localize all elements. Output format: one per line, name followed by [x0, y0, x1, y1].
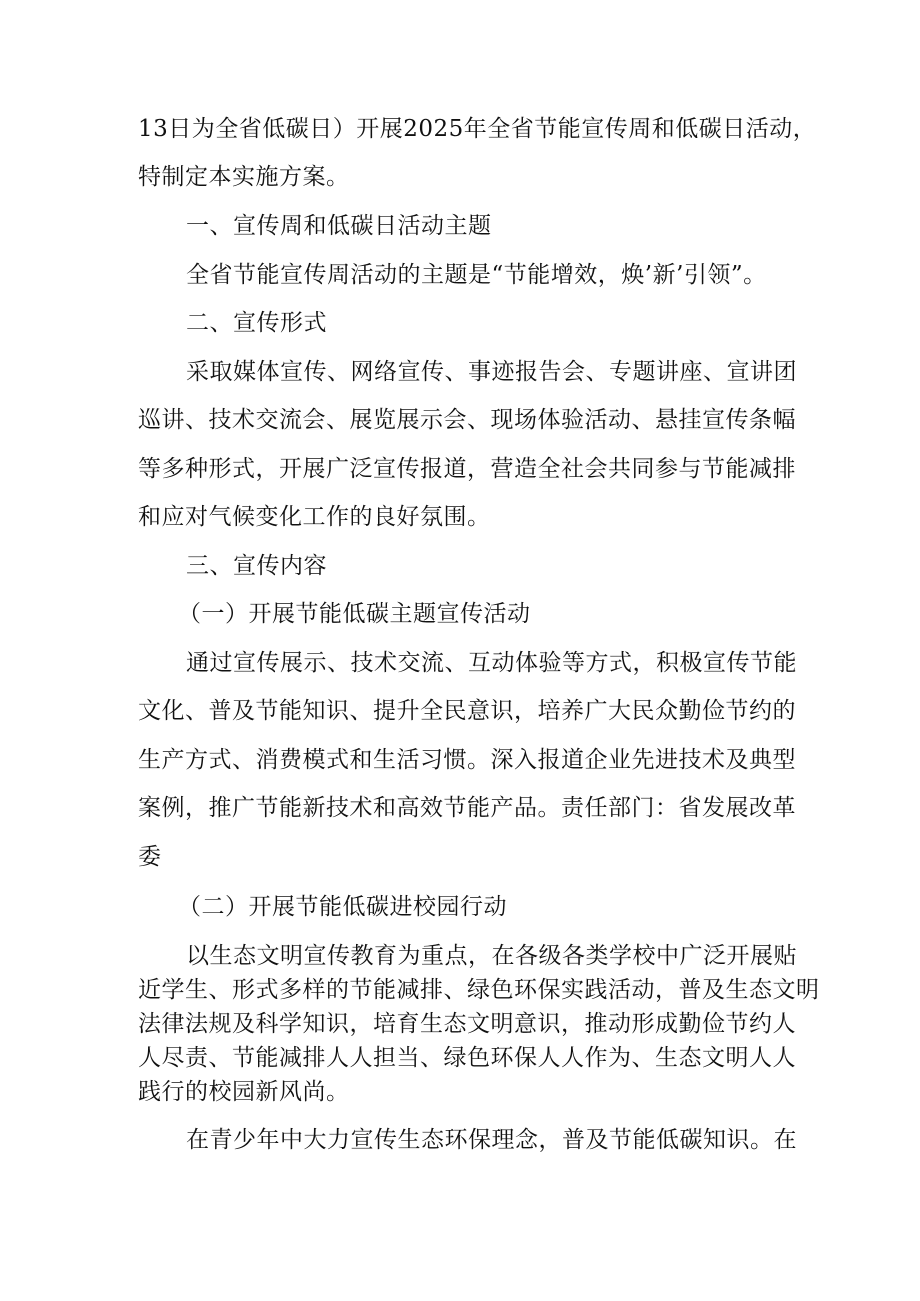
paragraph-line: 在青少年中大力宣传生态环保理念，普及节能低碳知识。在	[186, 1127, 797, 1153]
subsection-heading-2: （二）开展节能低碳进校园行动	[178, 894, 507, 920]
paragraph-line: 文化、普及节能知识、提升全民意识，培养广大民众勤俭节约的	[138, 698, 796, 724]
paragraph-line: 生产方式、消费模式和生活习惯。深入报道企业先进技术及典型	[138, 747, 796, 773]
subsection-heading-1: （一）开展节能低碳主题宣传活动	[178, 601, 531, 627]
paragraph-line: 巡讲、技术交流会、展览展示会、现场体验活动、悬挂宣传条幅	[138, 407, 796, 433]
paragraph-line: 和应对气候变化工作的良好氛围。	[138, 504, 491, 530]
section-heading-1: 一、宣传周和低碳日活动主题	[186, 213, 492, 239]
paragraph-line: 以生态文明宣传教育为重点，在各级各类学校中广泛开展贴	[186, 943, 797, 969]
paragraph-line: 全省节能宣传周活动的主题是“节能增效，焕’新’引领”。	[186, 262, 767, 288]
paragraph-line: 案例，推广节能新技术和高效节能产品。责任部门：省发展改革	[138, 795, 796, 821]
paragraph-line: 法律法规及科学知识，培育生态文明意识，推动形成勤俭节约人	[138, 1011, 796, 1037]
paragraph-line: 通过宣传展示、技术交流、互动体验等方式，积极宣传节能	[186, 650, 797, 676]
paragraph-line: 等多种形式，开展广泛宣传报道，营造全社会共同参与节能减排	[138, 456, 796, 482]
paragraph-line: 践行的校园新风尚。	[138, 1079, 350, 1105]
paragraph-line: 委	[138, 844, 162, 870]
paragraph-line: 13日为全省低碳日）开展2025年全省节能宣传周和低碳日活动，	[138, 116, 817, 142]
paragraph-line: 近学生、形式多样的节能减排、绿色环保实践活动，普及生态文明	[138, 977, 820, 1003]
paragraph-line: 采取媒体宣传、网络宣传、事迹报告会、专题讲座、宣讲团	[186, 359, 797, 385]
section-heading-3: 三、宣传内容	[186, 553, 327, 579]
paragraph-line: 特制定本实施方案。	[138, 164, 350, 190]
section-heading-2: 二、宣传形式	[186, 310, 327, 336]
paragraph-line: 人尽责、节能减排人人担当、绿色环保人人作为、生态文明人人	[138, 1045, 796, 1071]
